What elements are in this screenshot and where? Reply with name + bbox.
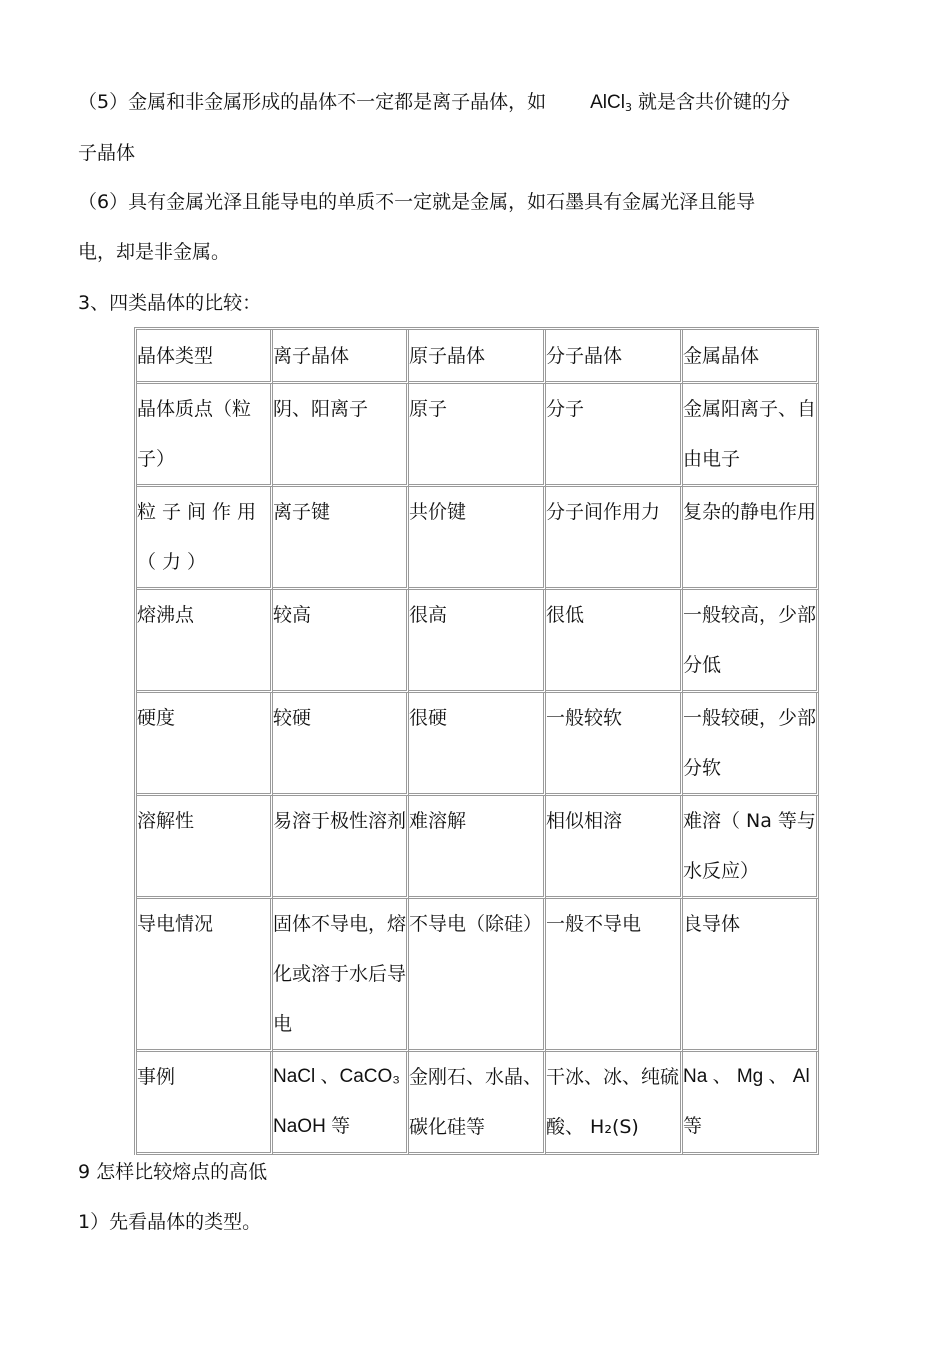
question-9-heading: 9 怎样比较熔点的高低 [78,1161,268,1183]
table-header-row [137,330,819,384]
paragraph-6-line-1: （6）具有金属光泽且能导电的单质不一定就是金属，如石墨具有金属光泽且能导 [78,191,756,213]
crystal-comparison-table [134,327,819,1155]
paragraph-5-text-a: （5）金属和非金属形成的晶体不一定都是离子晶体，如 [78,91,547,113]
formula-subscript: 3 [624,101,632,114]
table-cell: 很硬 [409,693,546,796]
table-cell: 离子键 [273,487,409,590]
table-cell: 一般较高，少部分低 [683,590,819,693]
table-row [137,487,819,590]
table-cell: 原子 [409,384,546,487]
table-row [137,384,819,487]
table-cell: 易溶于极性溶剂 [273,796,409,899]
table-cell: 相似相溶 [546,796,683,899]
header-cell: 晶体类型 [137,330,273,384]
table-cell: 一般较软 [546,693,683,796]
table-cell: Na 、 Mg 、 Al 等 [683,1052,819,1155]
table-cell: 熔沸点 [137,590,273,693]
table-cell: 一般不导电 [546,899,683,1052]
paragraph-5-line-2: 子晶体 [78,142,136,164]
header-cell: 离子晶体 [273,330,409,384]
table-cell: 粒子间作用（力） [137,487,273,590]
table-cell: 复杂的静电作用 [683,487,819,590]
table-cell: 固体不导电，熔化或溶于水后导电 [273,899,409,1052]
table-cell: 阴、阳离子 [273,384,409,487]
step-1-text: 1）先看晶体的类型。 [78,1211,262,1233]
paragraph-5-text-b: 就是含共价键的分 [637,91,790,113]
table-cell: 金属阳离子、自由电子 [683,384,819,487]
table-cell: 共价键 [409,487,546,590]
table-cell: 溶解性 [137,796,273,899]
table-cell: 很低 [546,590,683,693]
table-cell: 金刚石、水晶、碳化硅等 [409,1052,546,1155]
chemical-formula: AlCl [590,92,625,113]
table-cell: 难溶解 [409,796,546,899]
table-row [137,899,819,1052]
table-row [137,590,819,693]
table-cell: NaCl 、CaCO₃ NaOH 等 [273,1052,409,1155]
table-cell: 较高 [273,590,409,693]
paragraph-5-line-1 [78,90,790,117]
header-cell: 分子晶体 [546,330,683,384]
table-cell: 导电情况 [137,899,273,1052]
table-cell: 很高 [409,590,546,693]
table-cell: 干冰、冰、纯硫酸、 H₂(S) [546,1052,683,1155]
table-row [137,1052,819,1155]
header-cell: 金属晶体 [683,330,819,384]
table-cell: 分子 [546,384,683,487]
table-cell: 不导电（除硅） [409,899,546,1052]
header-cell: 原子晶体 [409,330,546,384]
table-row [137,693,819,796]
section-3-heading: 3、四类晶体的比较： [78,292,262,314]
table-row [137,796,819,899]
table-cell: 分子间作用力 [546,487,683,590]
table-cell: 事例 [137,1052,273,1155]
table-cell: 难溶（ Na 等与水反应） [683,796,819,899]
table-cell: 一般较硬，少部分软 [683,693,819,796]
table-cell: 较硬 [273,693,409,796]
paragraph-6-line-2: 电，却是非金属。 [78,241,231,263]
table-cell: 良导体 [683,899,819,1052]
table-cell: 硬度 [137,693,273,796]
table-cell: 晶体质点（粒子） [137,384,273,487]
